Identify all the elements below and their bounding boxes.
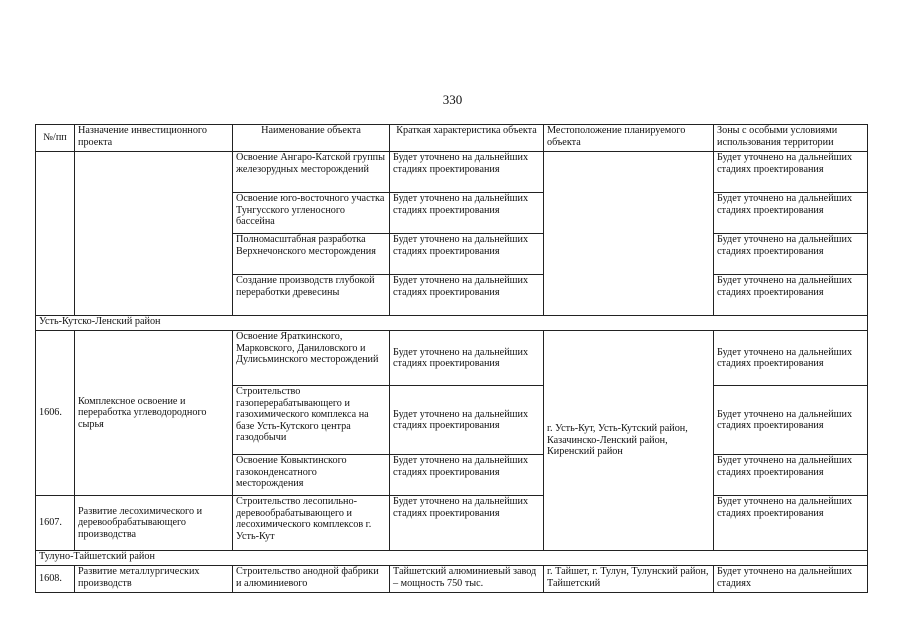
object-characteristic: Будет уточнено на дальнейших стадиях проектирования <box>390 331 544 386</box>
object-name: Строительство газоперерабатывающего и газохимического комплекса на базе Усть-Кутского центра газодобычи <box>233 386 390 455</box>
num-cell-continued <box>36 152 75 316</box>
header-num: №/пп <box>36 125 75 152</box>
header-name: Наименование объекта <box>233 125 390 152</box>
section-row <box>36 551 868 566</box>
object-location: г. Тайшет, г. Тулун, Тулунский район, Тайшетский <box>544 566 714 593</box>
object-name: Освоение Ангаро-Катской группы железорудных месторождений <box>233 152 390 193</box>
object-name: Строительство лесопильно-деревообрабатывающего и лесохимического комплексов г. Усть-Кут <box>233 496 390 551</box>
object-name: Освоение Ковыктинского газоконденсатного месторождения <box>233 455 390 496</box>
object-zones: Будет уточнено на дальнейших стадиях проектирования <box>714 152 868 193</box>
object-name: Освоение Яраткинского, Марковского, Даниловского и Дулисьминского месторождений <box>233 331 390 386</box>
object-zones: Будет уточнено на дальнейших стадиях проектирования <box>714 496 868 551</box>
object-location: г. Усть-Кут, Усть-Кутский район, Казачинско-Ленский район, Киренский район <box>544 331 714 551</box>
section-row <box>36 316 868 331</box>
header-zones: Зоны с особыми условиями использования территории <box>714 125 868 152</box>
object-zones: Будет уточнено на дальнейших стадиях проектирования <box>714 275 868 316</box>
table-row <box>36 566 868 593</box>
section-title: Тулуно-Тайшетский район <box>36 551 868 566</box>
object-characteristic: Будет уточнено на дальнейших стадиях проектирования <box>390 234 544 275</box>
object-characteristic: Будет уточнено на дальнейших стадиях проектирования <box>390 455 544 496</box>
object-characteristic: Будет уточнено на дальнейших стадиях проектирования <box>390 496 544 551</box>
investment-projects-table <box>35 124 868 593</box>
object-name: Создание производств глубокой переработки древесины <box>233 275 390 316</box>
table-row <box>36 152 868 193</box>
location-cell-continued <box>544 152 714 316</box>
object-zones: Будет уточнено на дальнейших стадиях <box>714 566 868 593</box>
object-characteristic: Тайшетский алюминиевый завод – мощность 750 тыс. <box>390 566 544 593</box>
object-characteristic: Будет уточнено на дальнейших стадиях проектирования <box>390 386 544 455</box>
row-number: 1607. <box>36 496 75 551</box>
table-row <box>36 331 868 386</box>
object-characteristic: Будет уточнено на дальнейших стадиях проектирования <box>390 193 544 234</box>
object-characteristic: Будет уточнено на дальнейших стадиях проектирования <box>390 152 544 193</box>
object-zones: Будет уточнено на дальнейших стадиях проектирования <box>714 193 868 234</box>
header-location: Местоположение планируемого объекта <box>544 125 714 152</box>
row-number: 1608. <box>36 566 75 593</box>
object-zones: Будет уточнено на дальнейших стадиях проектирования <box>714 331 868 386</box>
table-header-row <box>36 125 868 152</box>
object-zones: Будет уточнено на дальнейших стадиях проектирования <box>714 455 868 496</box>
object-name: Строительство анодной фабрики и алюминиевого <box>233 566 390 593</box>
row-number: 1606. <box>36 331 75 496</box>
project-purpose: Развитие лесохимического и деревообрабатывающего производства <box>75 496 233 551</box>
header-purpose: Назначение инвестиционного проекта <box>75 125 233 152</box>
object-name: Полномасштабная разработка Верхнечонского месторождения <box>233 234 390 275</box>
object-name: Освоение юго-восточного участка Тунгусского угленосного бассейна <box>233 193 390 234</box>
object-characteristic: Будет уточнено на дальнейших стадиях проектирования <box>390 275 544 316</box>
header-characteristic: Краткая характеристика объекта <box>390 125 544 152</box>
table-row <box>36 496 868 551</box>
page-number: 330 <box>442 92 463 107</box>
object-zones: Будет уточнено на дальнейших стадиях проектирования <box>714 234 868 275</box>
section-title: Усть-Кутско-Ленский район <box>36 316 868 331</box>
project-purpose: Развитие металлургических производств <box>75 566 233 593</box>
purpose-cell-continued <box>75 152 233 316</box>
project-purpose: Комплексное освоение и переработка углеводородного сырья <box>75 331 233 496</box>
object-zones: Будет уточнено на дальнейших стадиях проектирования <box>714 386 868 455</box>
